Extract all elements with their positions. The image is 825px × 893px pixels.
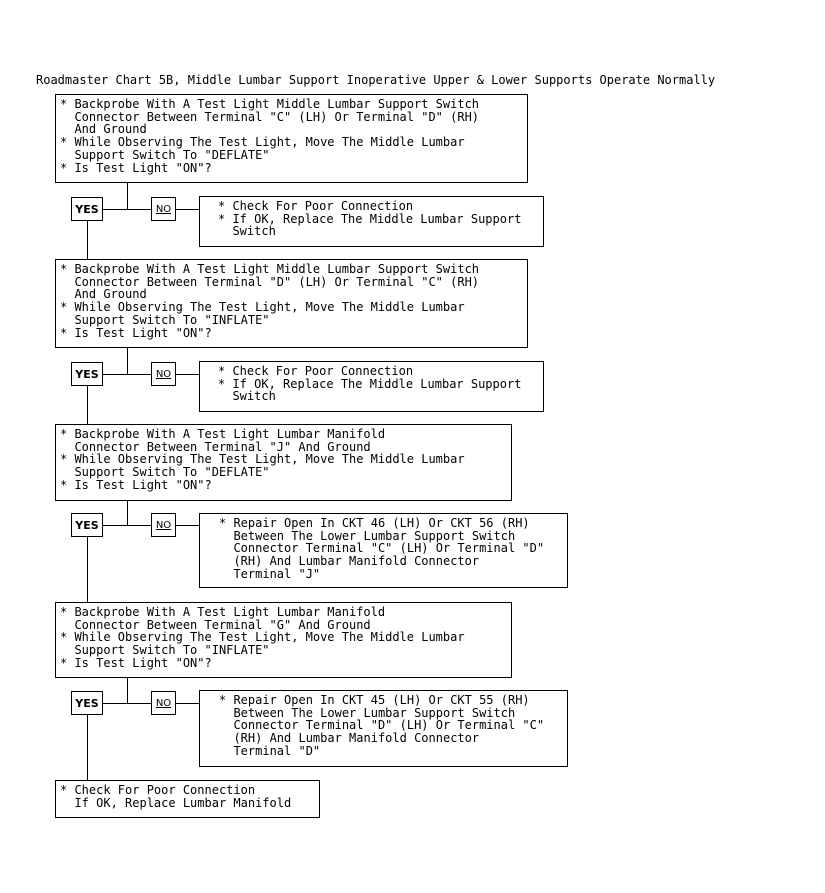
step-text-line: * Is Test Light "ON"? [60,655,212,670]
step-text-line: * While Observing The Test Light, Move The Middle Lumbar [60,630,465,645]
connector-line [87,386,88,424]
no-text-line: * Repair Open In CKT 45 (LH) Or CKT 55 (RH) [219,693,530,707]
step-text-line: * While Observing The Test Light, Move The Middle Lumbar [60,300,465,315]
step-3-no-box [199,513,568,588]
step-text-line: * Is Test Light "ON"? [60,477,212,492]
step-text-line: And Ground [60,287,147,302]
no-label-text: NO [155,368,172,380]
no-text-line: (RH) And Lumbar Manifold Connector [219,731,480,746]
step-text-line: * While Observing The Test Light, Move The Middle Lumbar [60,452,465,467]
step-1-no-box [199,196,544,247]
no-text-line: * Repair Open In CKT 46 (LH) Or CKT 56 (RH) [219,516,530,530]
connector-line [127,183,128,210]
no-label-text: NO [155,203,172,215]
step-text-line: Connector Between Terminal "D" (LH) Or Terminal "C" (RH) [60,274,480,289]
connector-line [176,374,200,375]
yes-label: YES [71,362,103,386]
connector-line [176,209,200,210]
connector-line [103,525,152,526]
connector-line [127,678,128,704]
connector-line [103,374,152,375]
no-label [151,362,176,386]
no-label-text: NO [155,697,172,709]
no-text-line: Switch [218,224,276,239]
step-4-no-box [199,690,568,767]
yes-label: YES [71,197,103,221]
step-text-line: Support Switch To "INFLATE" [60,643,270,658]
no-text-line: * If OK, Replace The Middle Lumbar Support [218,376,522,391]
connector-line [127,501,128,526]
connector-line [87,537,88,602]
no-label [151,691,176,715]
connector-line [103,703,152,704]
no-text-line: Terminal "J" [219,566,321,581]
step-2-no-box [199,361,544,412]
step-text-line: Support Switch To "DEFLATE" [60,465,270,480]
no-label [151,197,176,221]
step-2-box [55,259,528,348]
yes-label: YES [71,513,103,537]
chart-title: Roadmaster Chart 5B, Middle Lumbar Support Inoperative Upper & Lower Supports Operate Normally [36,73,716,87]
step-4-box [55,602,512,678]
step-text-line: * Backprobe With A Test Light Middle Lumbar Support Switch [60,97,480,111]
step-text-line: * Is Test Light "ON"? [60,160,212,175]
step-text-line: Support Switch To "INFLATE" [60,312,270,327]
step-text-line: Support Switch To "DEFLATE" [60,147,270,162]
connector-line [87,221,88,259]
step-text-line: * Backprobe With A Test Light Middle Lumbar Support Switch [60,262,480,276]
no-text-line: * Check For Poor Connection [218,364,414,378]
no-text-line: (RH) And Lumbar Manifold Connector [219,554,480,569]
no-text-line: * Check For Poor Connection [218,199,414,213]
connector-line [103,209,152,210]
no-label-text: NO [155,519,172,531]
step-text-line: * Backprobe With A Test Light Lumbar Manifold [60,605,386,619]
connector-line [87,715,88,780]
yes-label: YES [71,691,103,715]
step-text-line: Connector Between Terminal "C" (LH) Or Terminal "D" (RH) [60,109,480,124]
no-text-line: Between The Lower Lumbar Support Switch [219,528,516,543]
step-text-line: * Is Test Light "ON"? [60,325,212,340]
no-text-line: Terminal "D" [219,743,321,758]
no-text-line: Switch [218,389,276,404]
final-text-line: If OK, Replace Lumbar Manifold [60,795,292,810]
no-text-line: * If OK, Replace The Middle Lumbar Support [218,211,522,226]
step-text-line: Connector Between Terminal "J" And Ground [60,439,371,454]
step-text-line: And Ground [60,122,147,137]
no-text-line: Connector Terminal "C" (LH) Or Terminal "D" [219,541,545,556]
step-3-box [55,424,512,501]
final-box [55,780,320,818]
no-text-line: Connector Terminal "D" (LH) Or Terminal "C" [219,718,545,733]
connector-line [176,525,200,526]
step-text-line: * While Observing The Test Light, Move The Middle Lumbar [60,135,465,150]
no-label [151,513,176,537]
connector-line [176,703,200,704]
step-1-box [55,94,528,183]
connector-line [127,348,128,375]
step-text-line: Connector Between Terminal "G" And Ground [60,617,371,632]
final-text-line: * Check For Poor Connection [60,783,256,797]
step-text-line: * Backprobe With A Test Light Lumbar Manifold [60,427,386,441]
no-text-line: Between The Lower Lumbar Support Switch [219,705,516,720]
